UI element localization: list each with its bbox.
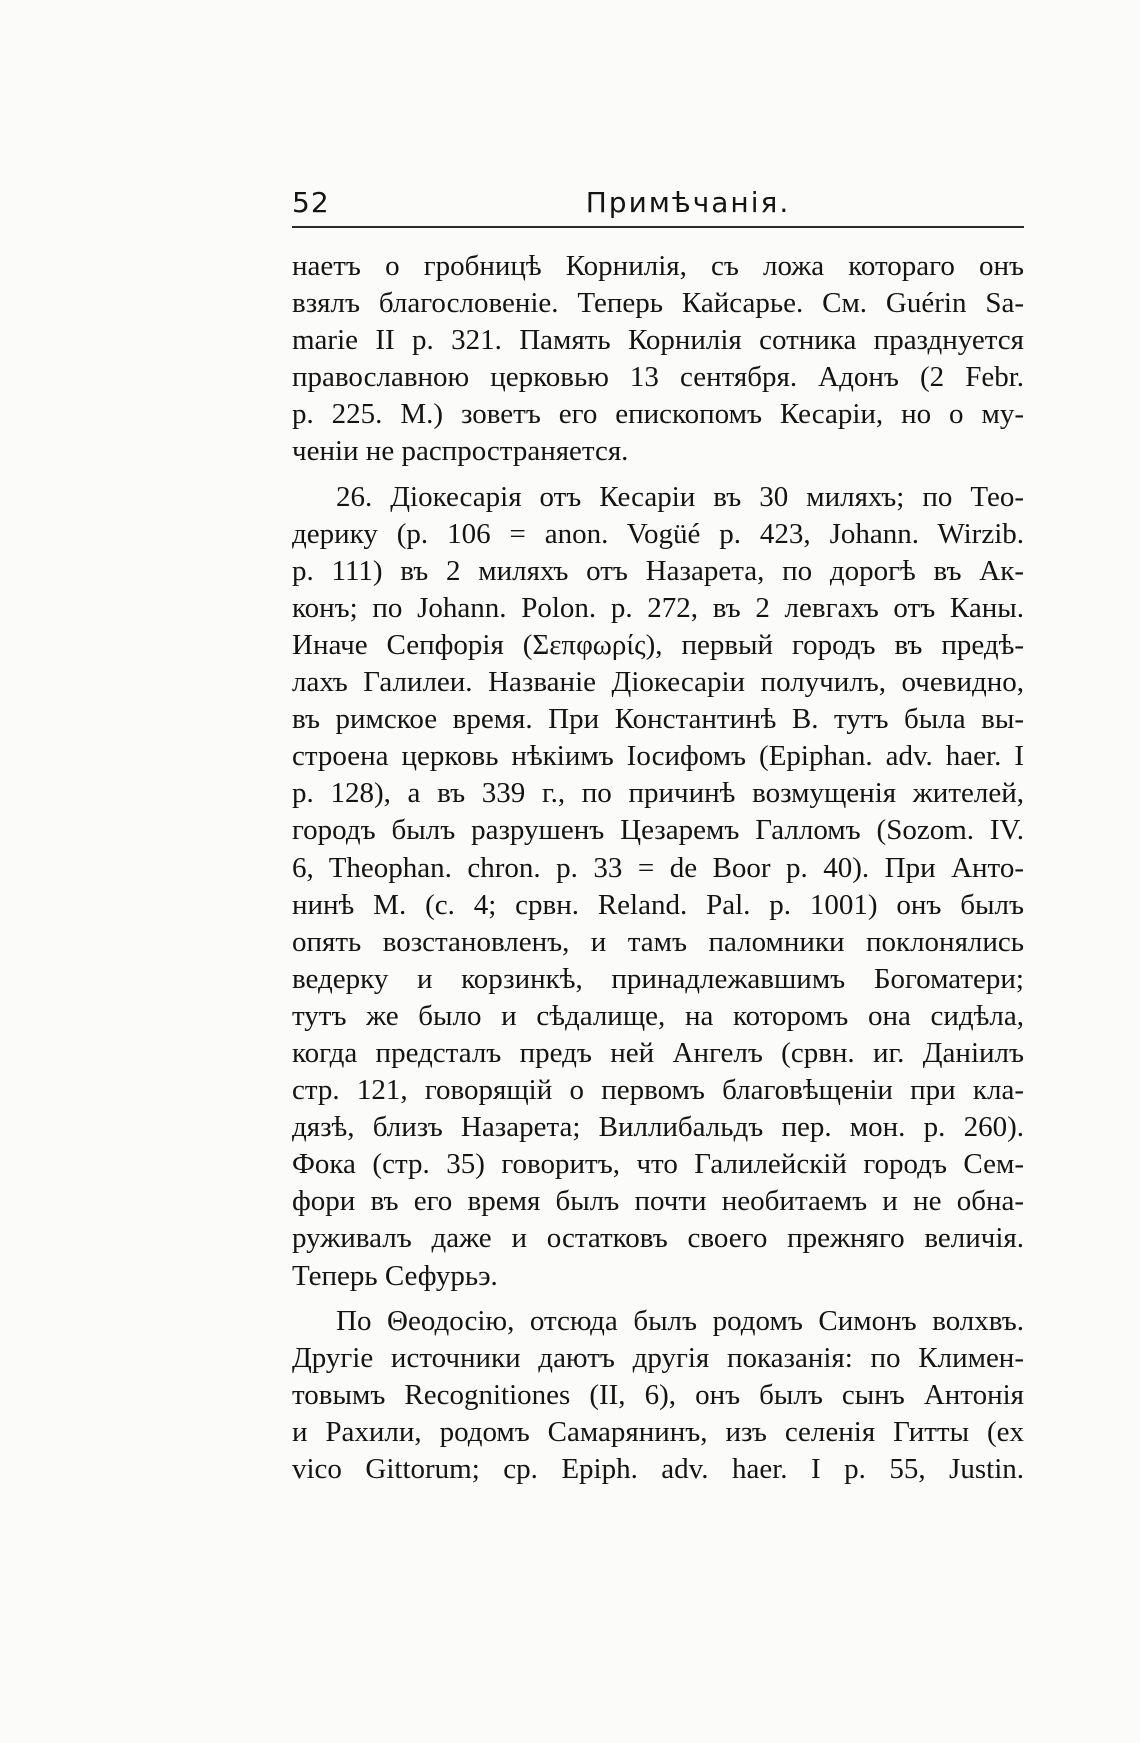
text-line: Теперь Сефурьэ.: [292, 1259, 498, 1292]
text-line: наетъ о гробницѣ Корнилія, съ ложа котораго онъ: [292, 250, 1024, 282]
text-line: фори въ его время былъ почти необитаемъ и не обна-: [292, 1185, 1024, 1218]
text-line: Другіе источники даютъ другія показанія: по Климен-: [292, 1341, 1024, 1374]
paragraph-gap: [292, 471, 1024, 479]
text-line: ченіи не распространяется.: [292, 435, 629, 468]
text-line: p. 111) въ 2 миляхъ отъ Назарета, по дорогѣ въ Ак-: [292, 554, 1024, 587]
page-number: 52: [292, 186, 330, 219]
text-line: въ римское время. При Константинѣ В. тутъ была вы-: [292, 703, 1024, 736]
paragraph: [292, 1303, 1024, 1488]
text-line: нинѣ M. (c. 4; срвн. Reland. Pal. p. 1001) онъ былъ: [292, 888, 1024, 921]
text-line: Фока (стр. 35) говоритъ, что Галилейскій городъ Сем-: [292, 1148, 1024, 1181]
text-line: лахъ Галилеи. Названіе Діокесаріи получилъ, очевидно,: [292, 666, 1024, 699]
text-line: По Θеодосію, отсюда былъ родомъ Симонъ волхвъ.: [336, 1304, 1024, 1337]
text-line: 6, Theophan. chron. p. 33 = de Boor p. 40). При Анто-: [292, 851, 1024, 884]
text-line: vico Gittorum; cp. Epiph. adv. haer. I p. 55, Justin.: [292, 1453, 1024, 1485]
text-line: товымъ Recognitiones (II, 6), онъ былъ сынъ Антонія: [292, 1378, 1024, 1411]
text-line: православною церковью 13 сентября. Адонъ (2 Febr.: [292, 361, 1024, 394]
paragraph-gap: [292, 1295, 1024, 1303]
text-line: и Рахили, родомъ Самарянинъ, изъ селенія Гитты (ex: [292, 1415, 1024, 1448]
text-line: городъ былъ разрушенъ Цезаремъ Галломъ (Sozom. IV.: [292, 814, 1024, 847]
text-line: руживалъ даже и остатковъ своего прежняго величія.: [292, 1222, 1024, 1255]
text-line: когда предсталъ предъ ней Ангелъ (срвн. иг. Даніилъ: [292, 1036, 1024, 1069]
text-line: дерику (p. 106 = anon. Vogüé p. 423, Johann. Wirzib.: [292, 517, 1024, 550]
text-line: строена церковь нѣкіимъ Іосифомъ (Epiphan. adv. haer. I: [292, 740, 1024, 773]
paragraph: [292, 479, 1024, 1295]
text-line: стр. 121, говорящій о первомъ благовѣщеніи при кла-: [292, 1074, 1024, 1107]
page-title: Примѣчанія.: [585, 186, 791, 219]
paragraph: [292, 248, 1024, 471]
text-line: 26. Діокесарія отъ Кесаріи въ 30 миляхъ; по Тео-: [336, 480, 1024, 513]
text-line: взялъ благословеніе. Теперь Кайсарье. См. Guérin Sa-: [292, 287, 1024, 320]
text-line: тутъ же было и сѣдалище, на которомъ она сидѣла,: [292, 999, 1024, 1032]
text-line: опять возстановленъ, и тамъ паломники поклонялись: [292, 925, 1024, 958]
book-page: [292, 182, 1024, 1488]
running-head: [292, 182, 1024, 228]
text-line: дязѣ, близъ Назарета; Виллибальдъ пер. мон. p. 260).: [292, 1111, 1024, 1144]
text-line: ведерку и корзинкѣ, принадлежавшимъ Богоматери;: [292, 962, 1024, 995]
text-line: конъ; по Johann. Polon. p. 272, въ 2 левгахъ отъ Каны.: [292, 591, 1024, 624]
text-line: Иначе Сепфорія (Σεπφωρίς), первый городъ въ предѣ-: [292, 628, 1024, 661]
text-line: marie II p. 321. Память Корнилія сотника празднуется: [292, 324, 1024, 357]
text-line: p. 225. M.) зоветъ его епископомъ Кесаріи, но о му-: [292, 398, 1024, 431]
body-text: [292, 248, 1024, 1488]
text-line: p. 128), а въ 339 г., по причинѣ возмущенія жителей,: [292, 777, 1024, 810]
